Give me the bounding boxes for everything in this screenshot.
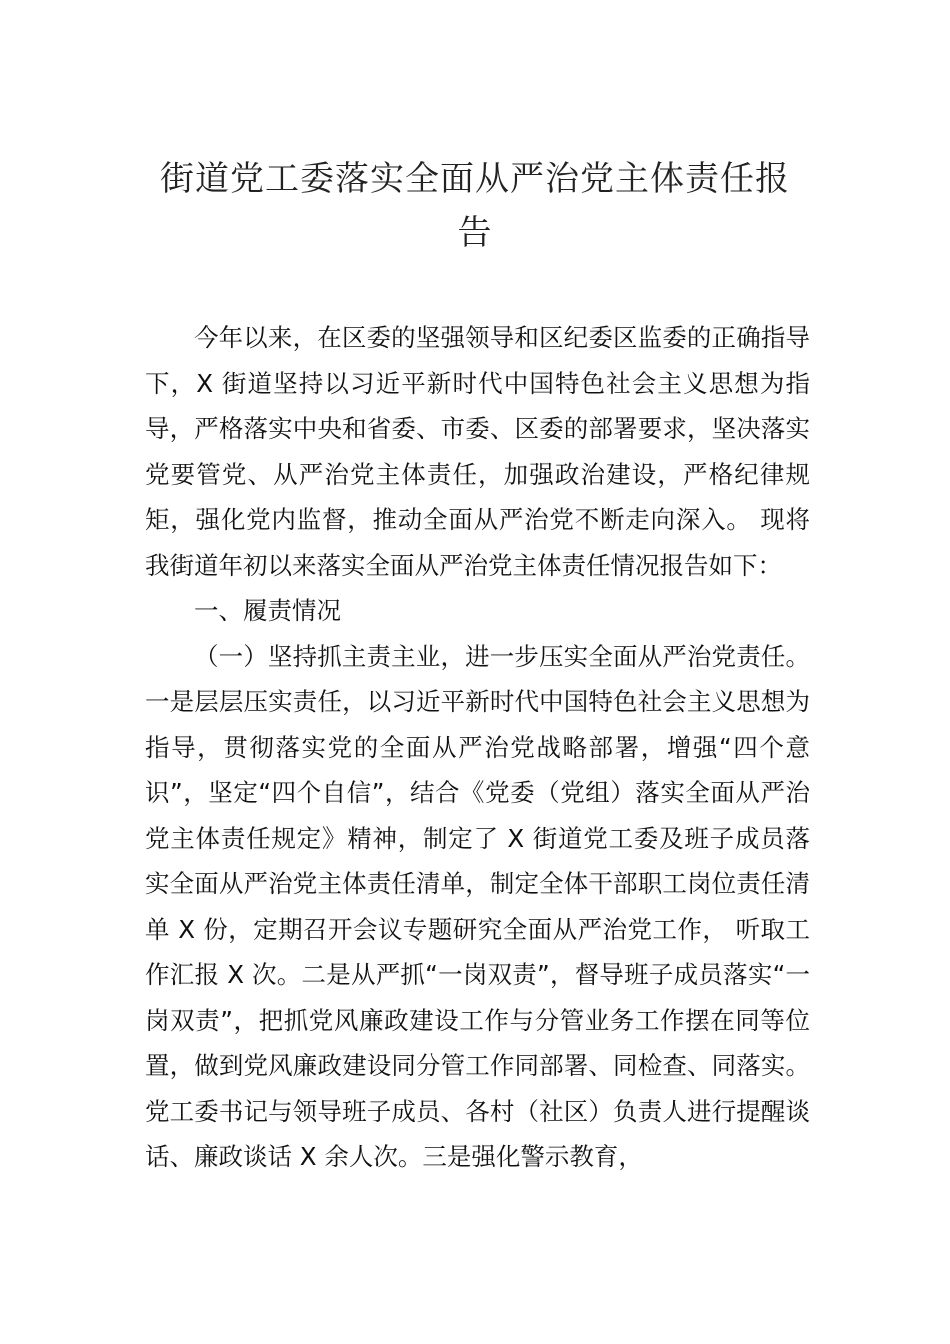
intro-paragraph: 今年以来，在区委的坚强领导和区纪委区监委的正确指导下，X 街道坚持以习近平新时代中国特色社会主义思想为指导，严格落实中央和省委、市委、区委的部署要求，坚决落实党要管党、从严治党主体责任，加强政治建设，严格纪律规矩，强化党内监督，推动全面从严治党不断走向深入。 现将我街道年初以来落实全面从严治党主体责任情况报告如下： [145, 323, 810, 580]
section-paragraph: （一）坚持抓主责主业，进一步压实全面从严治党责任。一是层层压实责任，以习近平新时代中国特色社会主义思想为指导，贯彻落实党的全面从严治党战略部署，增强“四个意识”，坚定“四个自信”，结合《党委（党组）落实全面从严治党主体责任规定》精神，制定了 X 街道党工委及班子成员落实全面从严治党主体责任清单，制定全体干部职工岗位责任清单 X 份，定期召开会议专题研究全面从严治党工作， 听取工作汇报 X 次。二是从严抓“一岗双责”，督导班子成员落实“一岗双责”，把抓党风廉政建设工作与分管业务工作摆在同等位置，做到党风廉政建设同分管工作同部署、同检查、同落实。党工委书记与领导班子成员、各村（社区）负责人进行提醒谈话、廉政谈话 X 余人次。三是强化警示教育， [145, 641, 810, 1171]
section-heading: 一、履责情况 [194, 596, 341, 625]
document-title: 街道党工委落实全面从严治党主体责任报告 [160, 159, 790, 253]
document-body [145, 315, 810, 1180]
